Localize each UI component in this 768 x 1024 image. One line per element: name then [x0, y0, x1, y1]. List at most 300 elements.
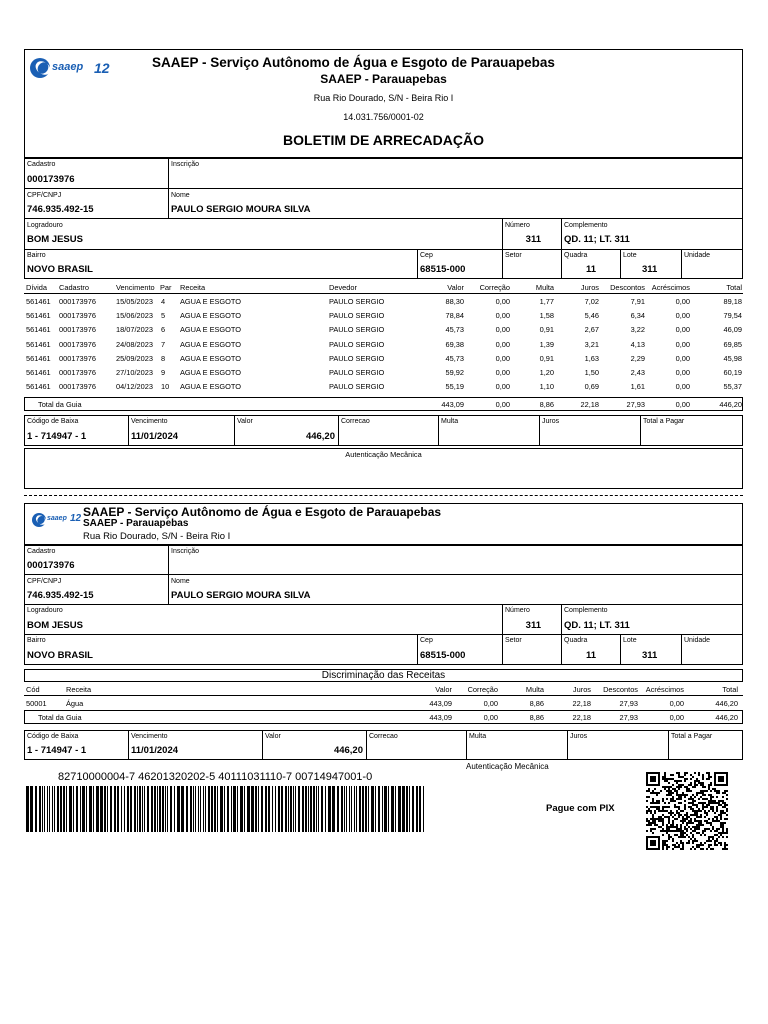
qr-module — [646, 824, 648, 826]
qr-module — [716, 816, 718, 818]
qr-module — [680, 796, 682, 798]
qr-module — [680, 802, 682, 804]
logo-small-number: 12 — [70, 513, 82, 524]
barcode-bar — [365, 786, 367, 832]
qr-module — [698, 832, 700, 834]
barcode-bar — [52, 786, 53, 832]
barcode-bar — [186, 786, 188, 832]
qr-module — [662, 822, 664, 824]
qr-module — [706, 778, 708, 780]
qr-module — [700, 848, 702, 850]
qr-module — [692, 776, 694, 778]
debt-cell: AGUA E ESGOTO — [180, 382, 242, 392]
rcol-juros: Juros — [572, 685, 591, 694]
qr-module — [678, 844, 680, 846]
qr-module — [672, 820, 674, 822]
qr-module — [672, 848, 674, 850]
qr-module — [710, 840, 712, 842]
qr-module — [666, 844, 668, 846]
debt-cell: 0,00 — [495, 339, 510, 349]
debt-cell: 59,92 — [445, 368, 464, 377]
barcode-bar — [310, 786, 312, 832]
qr-module — [718, 802, 720, 804]
qr-module — [692, 846, 694, 848]
qr-module — [692, 830, 694, 832]
qr-module — [706, 804, 708, 806]
logradouro-label: Logradouro — [27, 222, 63, 229]
qr-module — [676, 842, 678, 844]
qr-module — [696, 820, 698, 822]
debt-cell: 6,34 — [630, 311, 645, 321]
rcol-receita: Receita — [66, 685, 92, 694]
barcode-bar — [110, 786, 112, 832]
qr-module — [716, 834, 718, 836]
rcol-descontos: Descontos — [603, 685, 638, 694]
qr-module — [710, 830, 712, 832]
qr-module — [684, 836, 686, 838]
qr-module — [652, 802, 654, 804]
qr-module — [688, 820, 690, 822]
qr-module — [672, 800, 674, 802]
debt-cell: 561461 — [26, 297, 51, 306]
qr-module — [698, 798, 700, 800]
qr-module — [666, 824, 668, 826]
qr-module — [722, 822, 724, 824]
qr-module — [654, 810, 656, 812]
qr-module — [698, 772, 700, 774]
debt-cell: 000173976 — [59, 297, 96, 306]
debt-cell: 0,00 — [495, 325, 510, 335]
qr-module — [662, 776, 664, 778]
barcode-bar — [107, 786, 108, 832]
qr-module — [666, 790, 668, 792]
col-juros: Juros — [580, 283, 599, 292]
qr-module — [698, 844, 700, 846]
qr-module — [696, 792, 698, 794]
barcode-bar — [47, 786, 48, 832]
qr-module — [662, 824, 664, 826]
qr-module — [706, 840, 708, 842]
qr-module — [696, 812, 698, 814]
qr-module — [676, 794, 678, 796]
debt-cell: 0,00 — [675, 368, 690, 377]
barcode-bar — [82, 786, 85, 832]
qr-module — [688, 798, 690, 800]
qr-module — [700, 822, 702, 824]
debt-cell: 5 — [161, 311, 166, 321]
qr-module — [662, 818, 664, 820]
barcode-bar — [208, 786, 210, 832]
barcode-bar — [423, 786, 424, 832]
barcode-bar — [159, 786, 161, 832]
barcode-bar — [137, 786, 138, 832]
debt-cell: 561461 — [26, 325, 51, 335]
qr-module — [726, 830, 728, 832]
rrow-juros: 22,18 — [572, 699, 591, 708]
barcode-bar — [265, 786, 267, 832]
nome-value-b: PAULO SERGIO MOURA SILVA — [171, 590, 311, 601]
debt-cell: 0,00 — [495, 311, 510, 321]
barcode-bar — [409, 786, 410, 832]
qr-module — [702, 798, 704, 800]
qr-module — [662, 840, 664, 842]
debt-cell: 04/12/2023 — [116, 382, 153, 392]
qr-module — [672, 812, 674, 814]
qr-module — [666, 806, 668, 808]
qr-module — [664, 842, 666, 844]
qr-module — [652, 820, 654, 822]
qr-module — [654, 822, 656, 824]
qr-module — [694, 784, 696, 786]
barcode-bar — [63, 786, 65, 832]
qr-module — [676, 818, 678, 820]
qr-module — [670, 824, 672, 826]
debt-cell: 88,30 — [445, 297, 464, 306]
qr-module — [712, 836, 714, 838]
barcode-bar — [305, 786, 307, 832]
qr-module — [690, 782, 692, 784]
qr-module — [704, 812, 706, 814]
debt-cell: 0,00 — [675, 353, 690, 363]
qr-module — [684, 818, 686, 820]
qr-module — [672, 784, 674, 786]
qr-module — [660, 790, 662, 792]
qr-module — [668, 790, 670, 792]
qr-module — [698, 846, 700, 848]
qr-module — [708, 786, 710, 788]
qr-module — [702, 790, 704, 792]
qr-module — [698, 792, 700, 794]
barcode-bar — [26, 786, 29, 832]
logradouro-value: BOM JESUS — [27, 234, 83, 245]
qr-module — [722, 828, 724, 830]
qr-module — [726, 810, 728, 812]
qr-module — [648, 820, 650, 822]
qr-module — [664, 802, 666, 804]
logradouro-value-b: BOM JESUS — [27, 620, 83, 631]
org-title: SAAEP - Serviço Autônomo de Água e Esgoto de Parauapebas — [152, 55, 555, 70]
qr-module — [682, 816, 684, 818]
qr-module — [686, 778, 688, 780]
qr-module — [648, 808, 650, 810]
qr-module — [710, 844, 712, 846]
qr-module — [650, 810, 652, 812]
qr-module — [702, 786, 704, 788]
qr-module — [722, 800, 724, 802]
qr-module — [684, 814, 686, 816]
qr-module — [694, 780, 696, 782]
qr-module — [718, 804, 720, 806]
qr-module — [664, 778, 666, 780]
qr-module — [654, 792, 656, 794]
qr-module — [720, 824, 722, 826]
qr-module — [724, 812, 726, 814]
qr-module — [690, 820, 692, 822]
debt-cell: 25/09/2023 — [116, 353, 153, 363]
qr-module — [682, 792, 684, 794]
qr-module — [682, 844, 684, 846]
qr-module — [652, 818, 654, 820]
qr-module — [714, 820, 716, 822]
qr-module — [726, 828, 728, 830]
qr-module — [664, 816, 666, 818]
lote-value-b: 311 — [642, 650, 658, 661]
rrow-multa: 8,86 — [529, 699, 544, 708]
debt-cell: 1,50 — [584, 368, 599, 377]
codigo-baixa-value: 1 - 714947 - 1 — [27, 431, 87, 442]
col-acrescimos: Acréscimos — [651, 283, 690, 292]
qr-module — [652, 832, 654, 834]
barcode-bar — [419, 786, 421, 832]
qr-module — [704, 802, 706, 804]
qr-module — [670, 812, 672, 814]
qr-module — [720, 812, 722, 814]
qr-module — [716, 806, 718, 808]
qr-module — [724, 802, 726, 804]
rrow-valor: 443,09 — [429, 699, 452, 708]
qr-module — [710, 800, 712, 802]
qr-module — [706, 798, 708, 800]
complemento-label: Complemento — [564, 222, 608, 229]
qr-module — [686, 816, 688, 818]
qr-module — [704, 794, 706, 796]
qr-module — [720, 832, 722, 834]
qr-module — [682, 836, 684, 838]
qr-module — [694, 828, 696, 830]
qr-module — [708, 776, 710, 778]
complemento-label-b: Complemento — [564, 607, 608, 614]
barcode-bar — [151, 786, 153, 832]
barcode-line: 82710000004-7 46201320202-5 40111031110-7 00714947001-0 — [58, 771, 373, 783]
qr-module — [692, 808, 694, 810]
autenticacao-label-bottom: Autenticação Mecânica — [466, 762, 549, 771]
qr-module — [726, 798, 728, 800]
valor-value: 446,20 — [305, 431, 335, 442]
qr-module — [662, 830, 664, 832]
qr-module — [708, 846, 710, 848]
barcode-bar — [224, 786, 225, 832]
qr-module — [650, 802, 652, 804]
qr-module — [652, 798, 654, 800]
barcode-bar — [391, 786, 394, 832]
bairro-label: Bairro — [27, 252, 46, 259]
cpf-value: 746.935.492-15 — [27, 204, 94, 215]
qr-module — [680, 780, 682, 782]
qr-module — [696, 814, 698, 816]
qr-module — [710, 790, 712, 792]
qr-module — [690, 848, 692, 850]
qr-module — [720, 844, 722, 846]
qr-module — [700, 782, 702, 784]
barcode-bar — [174, 786, 175, 832]
quadra-value-b: 11 — [586, 650, 597, 661]
qr-module — [690, 814, 692, 816]
debt-total-valor: 443,09 — [441, 400, 464, 409]
barcode-bar — [341, 786, 343, 832]
qr-module — [672, 788, 674, 790]
qr-module — [694, 818, 696, 820]
correcao-label: Correcao — [341, 418, 370, 425]
debt-cell: AGUA E ESGOTO — [180, 368, 242, 377]
qr-module — [688, 822, 690, 824]
pix-qr-code — [646, 772, 728, 850]
qr-module — [702, 832, 704, 834]
barcode-bar — [130, 786, 132, 832]
debt-cell: 6 — [161, 325, 166, 335]
total-pagar-label: Total a Pagar — [643, 418, 685, 425]
qr-module — [666, 816, 668, 818]
qr-module — [688, 826, 690, 828]
debt-cell: 8 — [161, 353, 166, 363]
qr-module — [668, 846, 670, 848]
qr-module — [680, 832, 682, 834]
quadra-label: Quadra — [564, 252, 588, 259]
qr-module — [674, 814, 676, 816]
debt-cell: AGUA E ESGOTO — [180, 339, 242, 349]
qr-module — [686, 834, 688, 836]
qr-module — [676, 826, 678, 828]
debt-cell: 0,00 — [495, 382, 510, 392]
qr-module — [714, 802, 716, 804]
barcode-bar — [127, 786, 129, 832]
qr-module — [666, 798, 668, 800]
rtotal-acrescimos: 0,00 — [669, 713, 684, 722]
qr-module — [726, 804, 728, 806]
qr-module — [682, 834, 684, 836]
debt-cell: 18/07/2023 — [116, 325, 153, 335]
qr-module — [646, 818, 648, 820]
qr-module — [682, 842, 684, 844]
qr-module — [646, 820, 648, 822]
barcode-bar — [214, 786, 216, 832]
qr-module — [692, 814, 694, 816]
qr-module — [668, 834, 670, 836]
lote-value: 311 — [642, 264, 658, 275]
debt-cell: 000173976 — [59, 353, 96, 363]
qr-module — [686, 788, 688, 790]
debt-cell: 7,91 — [630, 297, 645, 306]
debt-cell: PAULO SERGIO — [329, 368, 385, 377]
qr-module — [702, 844, 704, 846]
barcode-bar — [195, 786, 196, 832]
qr-module — [668, 836, 670, 838]
qr-module — [650, 806, 652, 808]
qr-module — [714, 842, 716, 844]
qr-module — [706, 812, 708, 814]
qr-module — [664, 788, 666, 790]
qr-module — [664, 774, 666, 776]
debt-cell: 0,00 — [675, 382, 690, 392]
qr-module — [708, 818, 710, 820]
qr-module — [666, 848, 668, 850]
barcode-bar — [227, 786, 229, 832]
col-par: Par — [160, 283, 172, 292]
qr-module — [718, 832, 720, 834]
barcode-bar — [278, 786, 280, 832]
qr-module — [678, 784, 680, 786]
col-total: Total — [726, 283, 742, 292]
qr-module — [666, 832, 668, 834]
logradouro-label-b: Logradouro — [27, 607, 63, 614]
qr-module — [652, 816, 654, 818]
qr-module — [676, 810, 678, 812]
lote-label-b: Lote — [623, 637, 637, 644]
qr-module — [668, 782, 670, 784]
qr-module — [678, 788, 680, 790]
debt-cell: 45,73 — [445, 353, 464, 363]
qr-module — [678, 836, 680, 838]
qr-module — [678, 794, 680, 796]
qr-module — [668, 806, 670, 808]
barcode-bar — [302, 786, 304, 832]
qr-module — [652, 790, 654, 792]
qr-module — [670, 794, 672, 796]
barcode-bar — [42, 786, 43, 832]
qr-module — [702, 784, 704, 786]
qr-module — [710, 802, 712, 804]
barcode-bar — [416, 786, 418, 832]
qr-module — [696, 840, 698, 842]
qr-module — [702, 774, 704, 776]
qr-module — [666, 810, 668, 812]
logo-text: saaep — [52, 61, 84, 73]
qr-module — [654, 820, 656, 822]
qr-module — [684, 826, 686, 828]
qr-module — [722, 824, 724, 826]
qr-module — [660, 816, 662, 818]
qr-module — [670, 814, 672, 816]
qr-module — [672, 844, 674, 846]
quadra-value: 11 — [586, 264, 597, 275]
barcode-bar — [89, 786, 92, 832]
qr-module — [704, 810, 706, 812]
qr-module — [680, 798, 682, 800]
qr-module — [662, 808, 664, 810]
debt-cell: 000173976 — [59, 311, 96, 321]
qr-module — [690, 796, 692, 798]
qr-module — [684, 806, 686, 808]
qr-module — [712, 806, 714, 808]
qr-module — [646, 806, 648, 808]
debt-total-total: 446,20 — [719, 400, 742, 409]
qr-module — [702, 776, 704, 778]
qr-module — [690, 808, 692, 810]
qr-module — [660, 830, 662, 832]
barcode-bar — [261, 786, 263, 832]
barcode-bar — [395, 786, 396, 832]
debt-cell: 0,69 — [584, 382, 599, 392]
debt-cell: PAULO SERGIO — [329, 382, 385, 392]
qr-module — [676, 830, 678, 832]
barcode-bar — [35, 786, 37, 832]
qr-module — [682, 822, 684, 824]
qr-module — [684, 832, 686, 834]
qr-module — [680, 828, 682, 830]
qr-module — [682, 820, 684, 822]
qr-module — [674, 818, 676, 820]
qr-module — [646, 830, 648, 832]
barcode-bar — [100, 786, 103, 832]
qr-module — [666, 786, 668, 788]
barcode-bar — [382, 786, 383, 832]
barcode-bar — [344, 786, 345, 832]
qr-module — [706, 806, 708, 808]
qr-module — [714, 840, 716, 842]
qr-module — [690, 798, 692, 800]
qr-module — [682, 830, 684, 832]
barcode-bar — [398, 786, 401, 832]
debt-cell: 46,09 — [723, 325, 742, 335]
